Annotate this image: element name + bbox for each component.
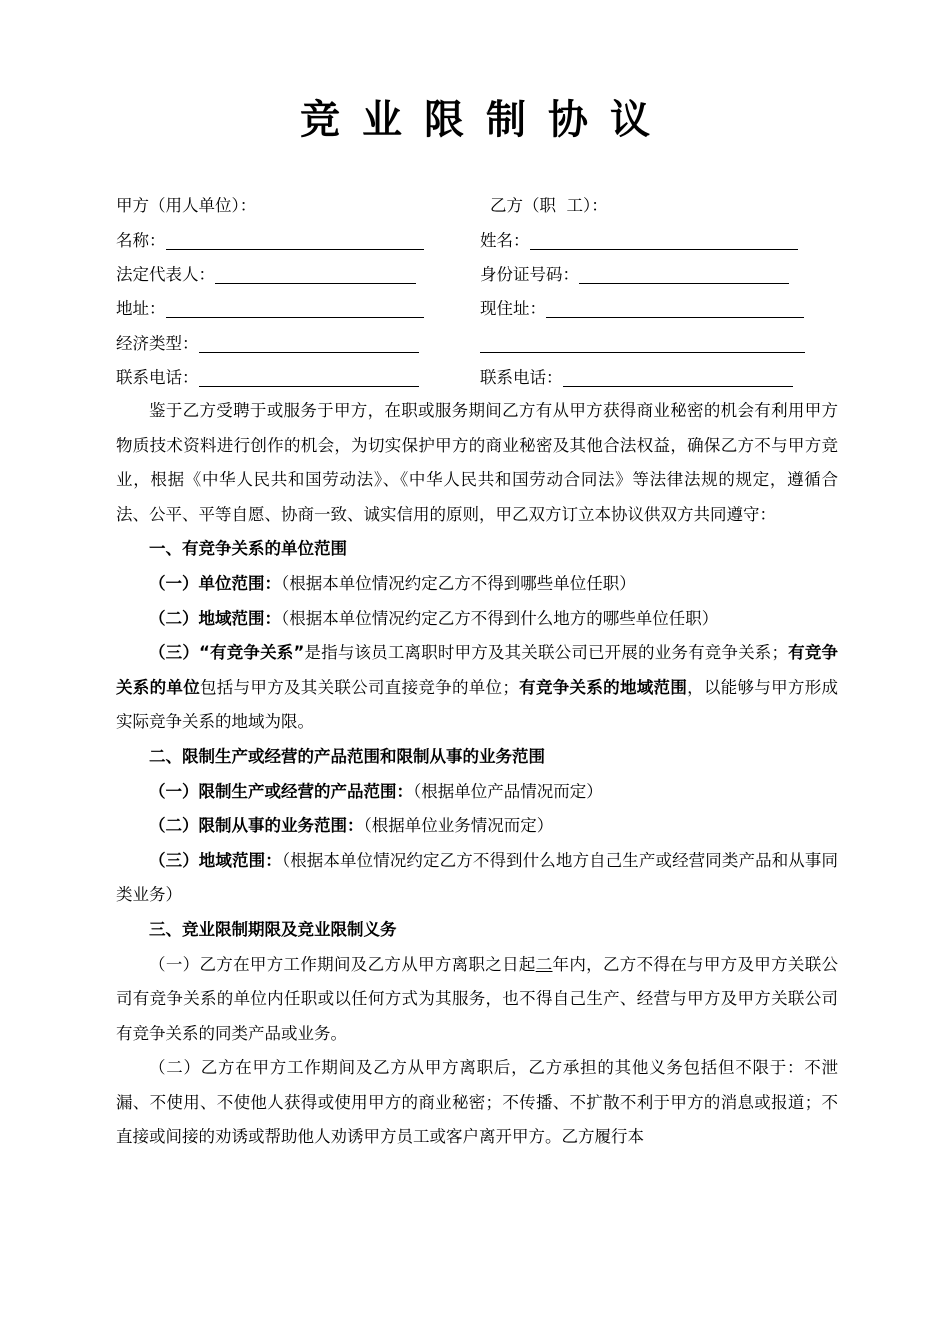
section-2-item-1: （一）限制生产或经营的产品范围：（根据单位产品情况而定） bbox=[149, 781, 603, 801]
party-a-name-field: 名称： bbox=[116, 229, 424, 253]
party-a-address-field: 地址： bbox=[116, 297, 424, 321]
party-b-extra-blank[interactable] bbox=[480, 332, 805, 353]
section-3-paragraph-1: （一）乙方在甲方工作期间及乙方从甲方离职之日起二年内，乙方不得在与甲方及甲方关联公司有竞争关系的单位内任职或以任何方式为其服务，也不得自己生产、经营与甲方及甲方关联公司有竞争关系的同类产品或业务。 bbox=[116, 954, 838, 1043]
party-b-id-field: 身份证号码： bbox=[480, 263, 789, 287]
section-2-item-2: （二）限制从事的业务范围：（根据单位业务情况而定） bbox=[149, 816, 554, 836]
party-b-name-blank[interactable] bbox=[530, 229, 798, 250]
party-b-id-blank[interactable] bbox=[579, 263, 789, 284]
party-b-extra-field bbox=[480, 332, 805, 353]
party-a-type-blank[interactable] bbox=[199, 332, 419, 353]
agreement-body bbox=[116, 394, 838, 1155]
party-a-rep-field: 法定代表人： bbox=[116, 263, 416, 287]
party-b-address-field: 现住址： bbox=[480, 297, 804, 321]
section-2-heading: 二、限制生产或经营的产品范围和限制从事的业务范围 bbox=[149, 746, 545, 766]
party-a-phone-blank[interactable] bbox=[199, 366, 419, 387]
party-b-address-blank[interactable] bbox=[546, 297, 804, 318]
section-1-item-1: （一）单位范围：（根据本单位情况约定乙方不得到哪些单位任职） bbox=[149, 573, 636, 593]
party-b-name-field: 姓名： bbox=[480, 229, 798, 253]
party-a-phone-field: 联系电话： bbox=[116, 366, 419, 390]
section-1-heading: 一、有竞争关系的单位范围 bbox=[149, 539, 347, 559]
party-b-header: 乙方（职 工）： bbox=[490, 196, 608, 215]
party-a-address-blank[interactable] bbox=[166, 297, 424, 318]
section-3-paragraph-2: （二）乙方在甲方工作期间及乙方从甲方离职后，乙方承担的其他义务包括但不限于：不泄漏、不使用、不使他人获得或使用甲方的商业秘密；不传播、不扩散不利于甲方的消息或报道；不直接或间接的劝诱或帮助他人劝诱甲方员工或客户离开甲方。乙方履行本 bbox=[116, 1058, 838, 1147]
section-1-item-2: （二）地域范围：（根据本单位情况约定乙方不得到什么地方的哪些单位任职） bbox=[149, 608, 719, 628]
party-a-rep-blank[interactable] bbox=[215, 263, 416, 284]
party-b-phone-blank[interactable] bbox=[563, 366, 793, 387]
document-title: 竞业限制协议 bbox=[300, 97, 672, 143]
party-a-type-field: 经济类型： bbox=[116, 332, 419, 356]
years-value: 二 bbox=[535, 954, 553, 974]
party-a-header: 甲方（用人单位）： bbox=[116, 196, 257, 215]
party-a-name-blank[interactable] bbox=[166, 229, 424, 250]
section-1-item-3: （三）“有竞争关系”是指与该员工离职时甲方及其关联公司已开展的业务有竞争关系；有竞争关系的单位包括与甲方及其关联公司直接竞争的单位；有竞争关系的地域范围，以能够与甲方形成实际竞争关系的地域为限。 bbox=[116, 643, 839, 732]
section-3-heading: 三、竞业限制期限及竞业限制义务 bbox=[149, 919, 397, 939]
party-b-phone-field: 联系电话： bbox=[480, 366, 793, 390]
intro-paragraph: 鉴于乙方受聘于或服务于甲方，在职或服务期间乙方有从甲方获得商业秘密的机会有利用甲方物质技术资料进行创作的机会，为切实保护甲方的商业秘密及其他合法权益，确保乙方不与甲方竞业，根据《中华人民共和国劳动法》、《中华人民共和国劳动合同法》等法律法规的规定，遵循合法、公平、平等自愿、协商一致、诚实信用的原则，甲乙双方订立本协议供双方共同遵守： bbox=[116, 401, 838, 524]
section-2-item-3: （三）地域范围：（根据本单位情况约定乙方不得到什么地方自己生产或经营同类产品和从事同类业务） bbox=[116, 850, 839, 905]
